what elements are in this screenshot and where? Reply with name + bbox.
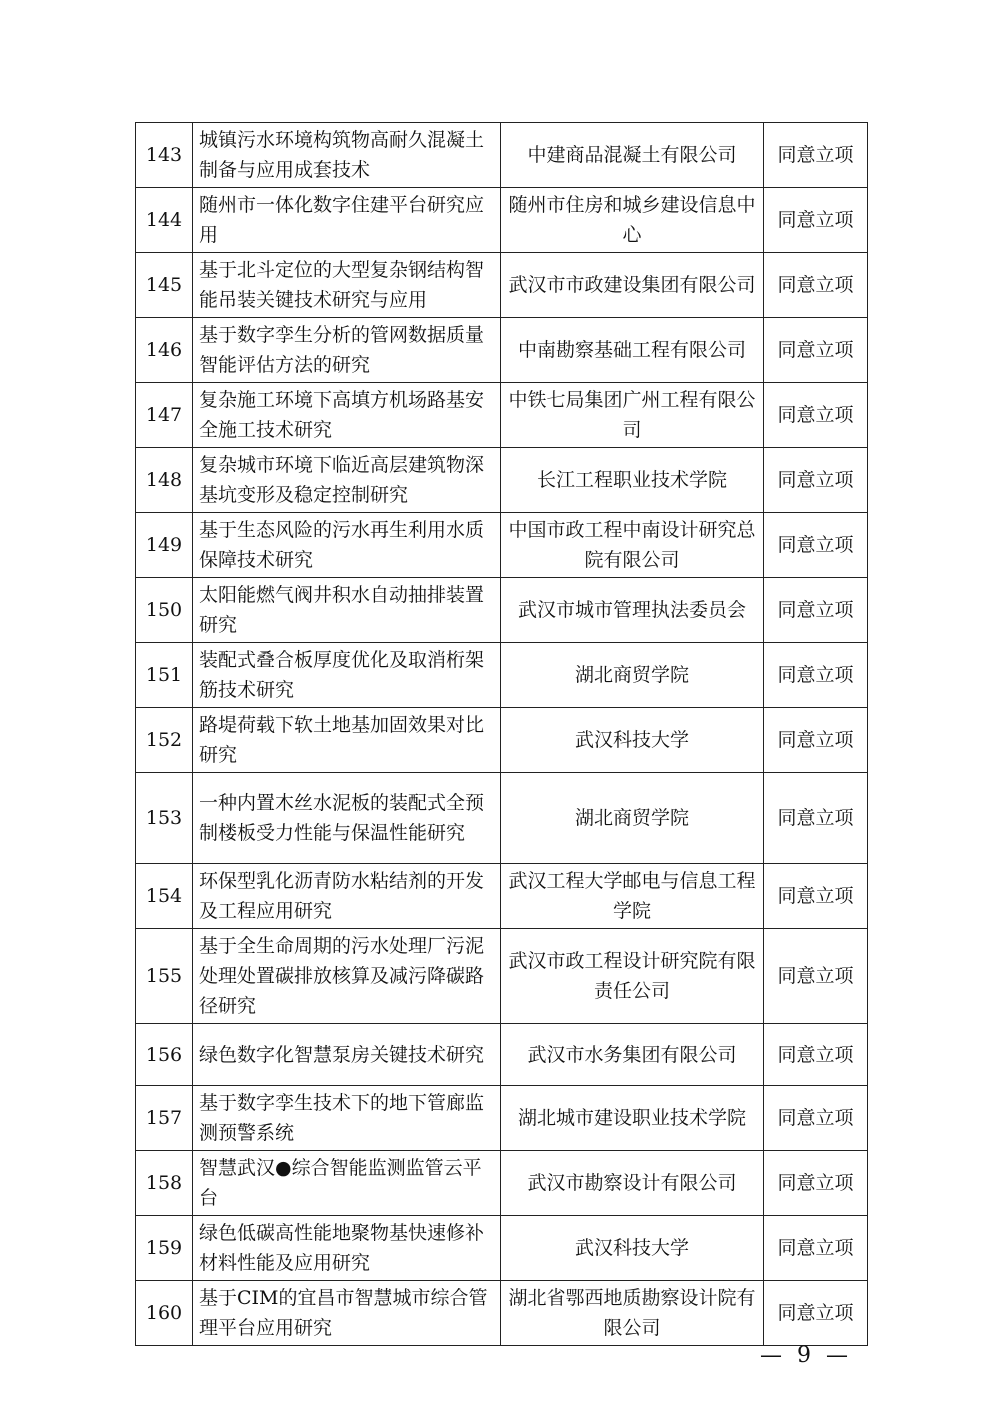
applicant-unit: 湖北城市建设职业技术学院 (501, 1086, 764, 1151)
project-number: 149 (136, 513, 193, 578)
table-row (136, 318, 868, 383)
applicant-unit: 中铁七局集团广州工程有限公司 (501, 383, 764, 448)
applicant-unit: 湖北省鄂西地质勘察设计院有限公司 (501, 1281, 764, 1346)
project-number: 148 (136, 448, 193, 513)
project-name: 装配式叠合板厚度优化及取消桁架筋技术研究 (193, 643, 501, 708)
approval-result: 同意立项 (764, 708, 868, 773)
applicant-unit: 武汉市勘察设计有限公司 (501, 1151, 764, 1216)
project-number: 144 (136, 188, 193, 253)
table-row (136, 383, 868, 448)
project-number: 158 (136, 1151, 193, 1216)
project-name: 路堤荷载下软土地基加固效果对比研究 (193, 708, 501, 773)
project-name: 基于数字孪生分析的管网数据质量智能评估方法的研究 (193, 318, 501, 383)
approval-result: 同意立项 (764, 643, 868, 708)
project-approval-table (135, 122, 868, 1346)
project-number: 160 (136, 1281, 193, 1346)
project-number: 145 (136, 253, 193, 318)
project-name: 绿色低碳高性能地聚物基快速修补材料性能及应用研究 (193, 1216, 501, 1281)
table-row (136, 1281, 868, 1346)
table-row (136, 1151, 868, 1216)
applicant-unit: 武汉市政工程设计研究院有限责任公司 (501, 929, 764, 1024)
project-number: 153 (136, 773, 193, 864)
table-row (136, 448, 868, 513)
project-name: 基于数字孪生技术下的地下管廊监测预警系统 (193, 1086, 501, 1151)
approval-result: 同意立项 (764, 1086, 868, 1151)
applicant-unit: 中建商品混凝土有限公司 (501, 123, 764, 188)
applicant-unit: 湖北商贸学院 (501, 773, 764, 864)
applicant-unit: 随州市住房和城乡建设信息中心 (501, 188, 764, 253)
applicant-unit: 武汉科技大学 (501, 708, 764, 773)
project-name: 随州市一体化数字住建平台研究应用 (193, 188, 501, 253)
applicant-unit: 武汉工程大学邮电与信息工程学院 (501, 864, 764, 929)
project-number: 157 (136, 1086, 193, 1151)
applicant-unit: 武汉市城市管理执法委员会 (501, 578, 764, 643)
applicant-unit: 长江工程职业技术学院 (501, 448, 764, 513)
applicant-unit: 武汉科技大学 (501, 1216, 764, 1281)
approval-result: 同意立项 (764, 448, 868, 513)
project-name: 基于全生命周期的污水处理厂污泥处理处置碳排放核算及减污降碳路径研究 (193, 929, 501, 1024)
project-name: 城镇污水环境构筑物高耐久混凝土 制备与应用成套技术 (193, 123, 501, 188)
project-name: 环保型乳化沥青防水粘结剂的开发及工程应用研究 (193, 864, 501, 929)
project-number: 147 (136, 383, 193, 448)
project-name: 太阳能燃气阀井积水自动抽排装置研究 (193, 578, 501, 643)
approval-result: 同意立项 (764, 188, 868, 253)
table-row (136, 513, 868, 578)
project-name: 一种内置木丝水泥板的装配式全预制楼板受力性能与保温性能研究 (193, 773, 501, 864)
project-name: 绿色数字化智慧泵房关键技术研究 (193, 1024, 501, 1086)
approval-result: 同意立项 (764, 1216, 868, 1281)
table-row (136, 643, 868, 708)
approval-result: 同意立项 (764, 773, 868, 864)
project-number: 143 (136, 123, 193, 188)
project-name: 基于CIM的宜昌市智慧城市综合管理平台应用研究 (193, 1281, 501, 1346)
applicant-unit: 中南勘察基础工程有限公司 (501, 318, 764, 383)
project-number: 151 (136, 643, 193, 708)
page-number: — 9 — (760, 1343, 852, 1368)
approval-result: 同意立项 (764, 1281, 868, 1346)
table-row (136, 253, 868, 318)
approval-result: 同意立项 (764, 383, 868, 448)
table-row (136, 929, 868, 1024)
table-row (136, 1216, 868, 1281)
project-name: 复杂城市环境下临近高层建筑物深基坑变形及稳定控制研究 (193, 448, 501, 513)
table-row (136, 1024, 868, 1086)
project-name: 复杂施工环境下高填方机场路基安全施工技术研究 (193, 383, 501, 448)
approval-result: 同意立项 (764, 578, 868, 643)
project-number: 152 (136, 708, 193, 773)
applicant-unit: 中国市政工程中南设计研究总院有限公司 (501, 513, 764, 578)
table-row (136, 708, 868, 773)
project-name: 智慧武汉●综合智能监测监管云平台 (193, 1151, 501, 1216)
table-row (136, 1086, 868, 1151)
approval-result: 同意立项 (764, 318, 868, 383)
applicant-unit: 湖北商贸学院 (501, 643, 764, 708)
approval-result: 同意立项 (764, 123, 868, 188)
project-name: 基于生态风险的污水再生利用水质保障技术研究 (193, 513, 501, 578)
table-row (136, 188, 868, 253)
table-row (136, 123, 868, 188)
approval-result: 同意立项 (764, 1024, 868, 1086)
table-row (136, 773, 868, 864)
approval-result: 同意立项 (764, 253, 868, 318)
project-number: 156 (136, 1024, 193, 1086)
approval-result: 同意立项 (764, 929, 868, 1024)
applicant-unit: 武汉市水务集团有限公司 (501, 1024, 764, 1086)
table-row (136, 864, 868, 929)
approval-result: 同意立项 (764, 1151, 868, 1216)
table-row (136, 578, 868, 643)
project-number: 150 (136, 578, 193, 643)
project-name: 基于北斗定位的大型复杂钢结构智能吊装关键技术研究与应用 (193, 253, 501, 318)
project-number: 154 (136, 864, 193, 929)
project-table-body (136, 123, 868, 1346)
approval-result: 同意立项 (764, 864, 868, 929)
project-number: 159 (136, 1216, 193, 1281)
applicant-unit: 武汉市市政建设集团有限公司 (501, 253, 764, 318)
project-number: 155 (136, 929, 193, 1024)
approval-result: 同意立项 (764, 513, 868, 578)
project-number: 146 (136, 318, 193, 383)
